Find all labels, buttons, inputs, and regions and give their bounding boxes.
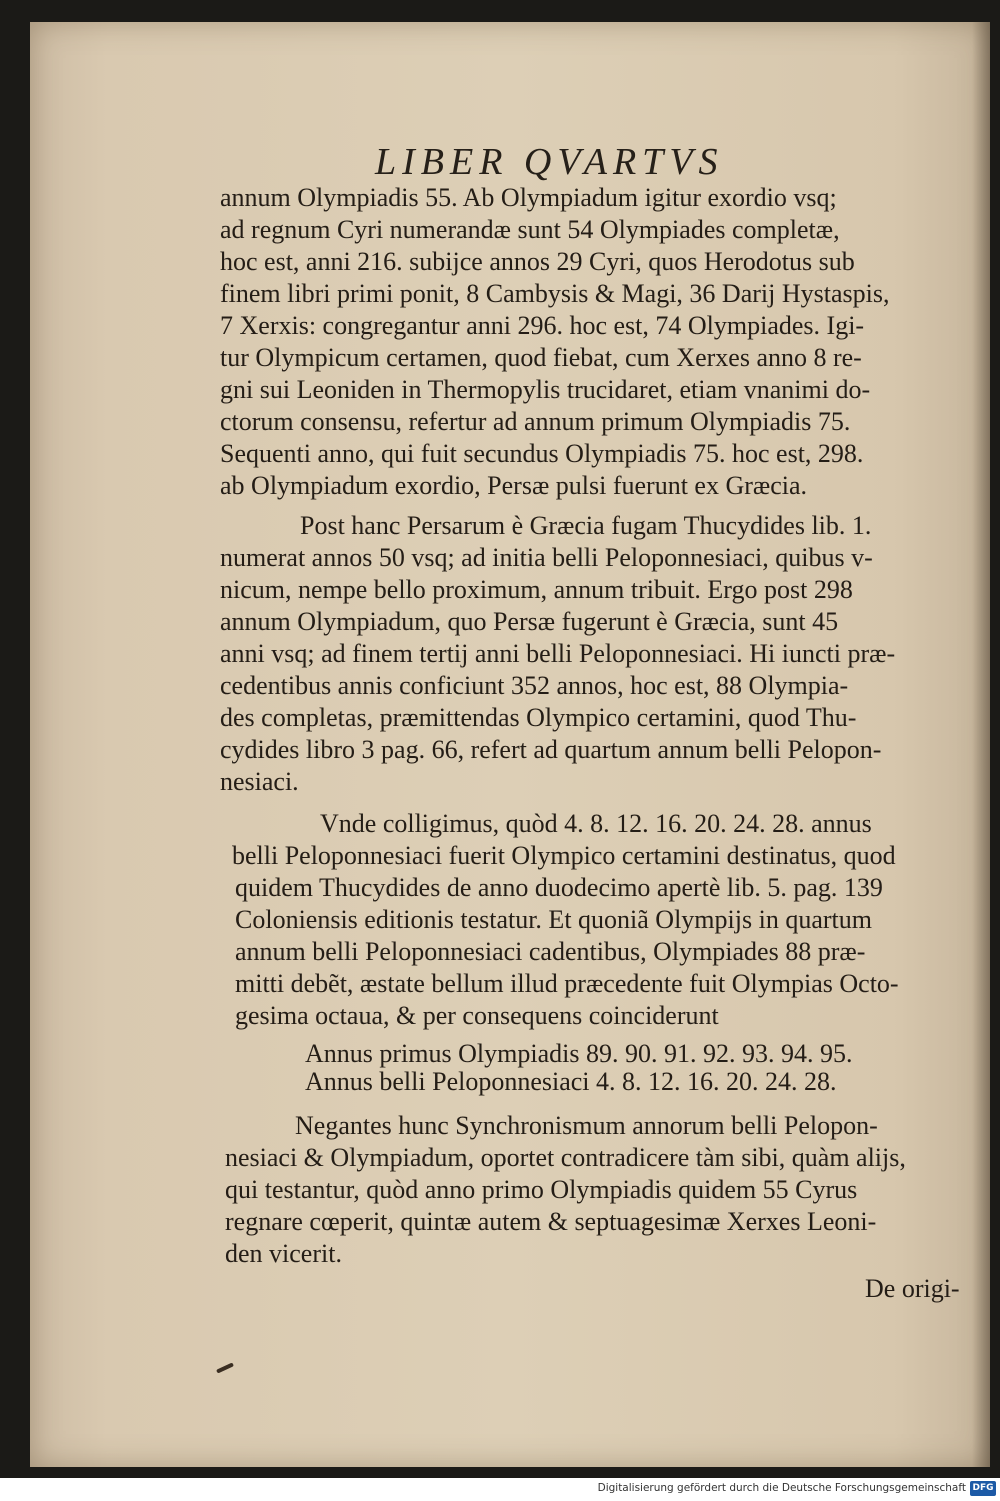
running-head: LIBER QVARTVS: [375, 141, 724, 183]
dfg-logo-icon: DFG: [970, 1481, 996, 1496]
funding-credit: Digitalisierung gefördert durch die Deutsche Forschungsgemeinschaft: [597, 1482, 966, 1494]
text-line: den vicerit.: [225, 1239, 342, 1268]
text-line: qui testantur, quòd anno primo Olympiadis quidem 55 Cyrus: [225, 1175, 858, 1204]
text-line: des completas, præmittendas Olympico certamini, quod Thu-: [220, 703, 857, 732]
text-line: annum Olympiadum, quo Persæ fugerunt è Græcia, sunt 45: [220, 607, 839, 636]
text-line: hoc est, anni 216. subijce annos 29 Cyri, quos Herodotus sub: [220, 247, 855, 276]
text-line: gni sui Leoniden in Thermopylis trucidaret, etiam vnanimi do-: [220, 375, 871, 404]
text-line: Coloniensis editionis testatur. Et quoniã Olympijs in quartum: [235, 905, 872, 934]
text-line: annum belli Peloponnesiaci cadentibus, Olympiades 88 præ-: [235, 937, 866, 966]
book-page: [30, 22, 990, 1467]
text-line: nicum, nempe bello proximum, annum tribuit. Ergo post 298: [220, 575, 853, 604]
text-line: anni vsq; ad finem tertij anni belli Peloponnesiaci. Hi iuncti præ-: [220, 639, 896, 668]
text-line: gesima octaua, & per consequens coinciderunt: [235, 1001, 719, 1030]
footer-bar: [0, 1478, 1000, 1501]
text-line: cedentibus annis conficiunt 352 annos, hoc est, 88 Olympia-: [220, 671, 849, 700]
text-line: tur Olympicum certamen, quod fiebat, cum Xerxes anno 8 re-: [220, 343, 862, 372]
text-line: Post hanc Persarum è Græcia fugam Thucydides lib. 1.: [300, 511, 872, 540]
text-line: numerat annos 50 vsq; ad initia belli Peloponnesiaci, quibus v-: [220, 543, 873, 572]
text-line: 7 Xerxis: congregantur anni 296. hoc est, 74 Olympiades. Igi-: [220, 311, 865, 340]
text-line: nesiaci.: [220, 767, 299, 796]
text-line: cydides libro 3 pag. 66, refert ad quartum annum belli Pelopon-: [220, 735, 882, 764]
synchronism-row: Annus belli Peloponnesiaci 4. 8. 12. 16. 20. 24. 28.: [305, 1067, 837, 1096]
catchword: De origi-: [865, 1274, 960, 1303]
text-line: nesiaci & Olympiadum, oportet contradicere tàm sibi, quàm alijs,: [225, 1143, 906, 1172]
text-line: ab Olympiadum exordio, Persæ pulsi fuerunt ex Græcia.: [220, 471, 808, 500]
ink-mark: [216, 1362, 234, 1373]
text-line: Sequenti anno, qui fuit secundus Olympiadis 75. hoc est, 298.: [220, 439, 864, 468]
text-line: annum Olympiadis 55. Ab Olympiadum igitur exordio vsq;: [220, 183, 837, 212]
text-line: Vnde colligimus, quòd 4. 8. 12. 16. 20. 24. 28. annus: [320, 809, 872, 838]
synchronism-row: Annus primus Olympiadis 89. 90. 91. 92. 93. 94. 95.: [305, 1039, 853, 1068]
text-line: regnare cœperit, quintæ autem & septuagesimæ Xerxes Leoni-: [225, 1207, 877, 1236]
text-line: ad regnum Cyri numerandæ sunt 54 Olympiades completæ,: [220, 215, 840, 244]
text-line: belli Peloponnesiaci fuerit Olympico certamini destinatus, quod: [232, 841, 896, 870]
text-line: finem libri primi ponit, 8 Cambysis & Magi, 36 Darij Hystaspis,: [220, 279, 890, 308]
text-line: quidem Thucydides de anno duodecimo apertè lib. 5. pag. 139: [235, 873, 883, 902]
text-line: ctorum consensu, refertur ad annum primum Olympiadis 75.: [220, 407, 851, 436]
text-line: mitti debẽt, æstate bellum illud præcedente fuit Olympias Octo-: [235, 969, 899, 998]
text-line: Negantes hunc Synchronismum annorum belli Pelopon-: [295, 1111, 878, 1140]
